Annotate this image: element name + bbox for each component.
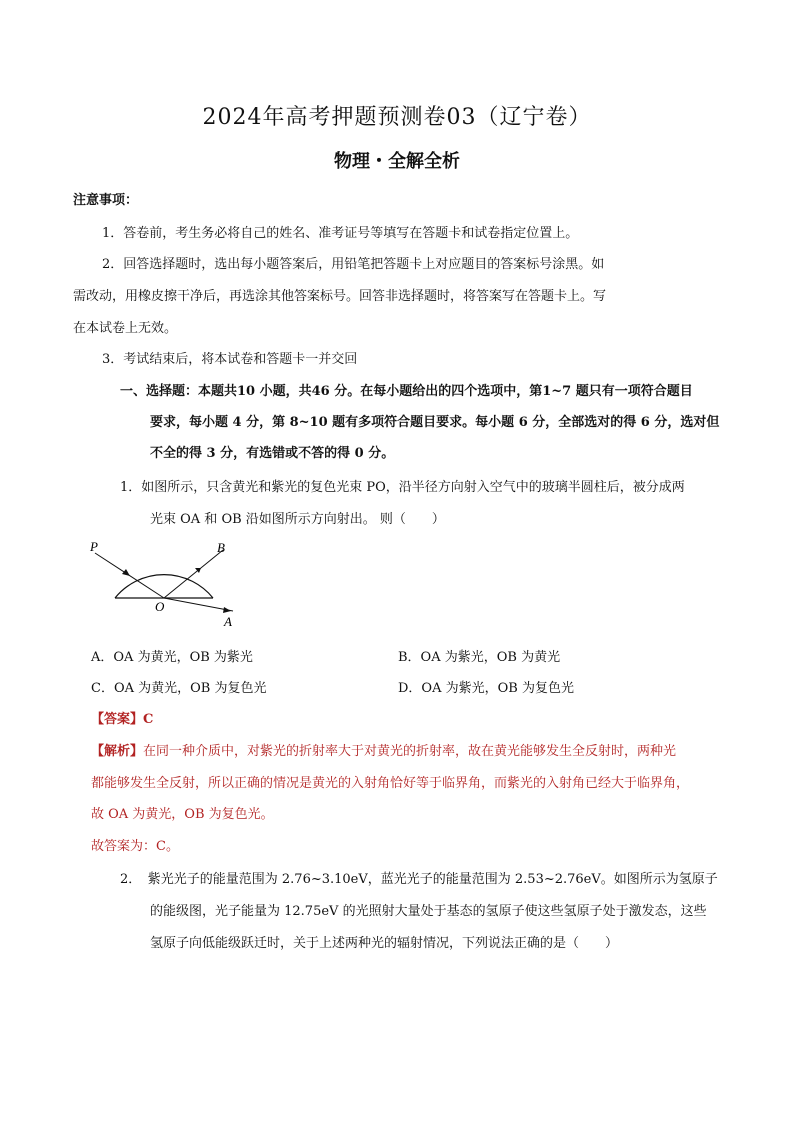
q2-stem-line-2: 的能级图，光子能量为 12.75eV 的光照射大量处于基态的氢原子使这些氢原子处于激发态，这些 — [150, 904, 707, 919]
label-o: O — [155, 599, 165, 614]
q1-option-a: A．OA 为黄光，OB 为紫光 — [91, 650, 253, 665]
notice-item-2-line-1: 2．回答选择题时，选出每小题答案后，用铅笔把答题卡上对应题目的答案标号涂黑。如 — [102, 257, 605, 272]
notice-item-2-line-2: 需改动，用橡皮擦干净后，再选涂其他答案标号。回答非选择题时，将答案写在答题卡上。写 — [73, 289, 607, 304]
q1-answer — [91, 708, 153, 727]
label-b: B — [217, 540, 225, 555]
q1-analysis-line-1 — [91, 740, 676, 759]
answer-value: C — [143, 712, 154, 727]
section-1-line-1: 一、选择题：本题共10 小题，共46 分。在每小题给出的四个选项中，第1~7 题只有一项符合题目 — [120, 384, 693, 399]
analysis-label: 【解析】 — [91, 744, 144, 759]
q2-stem-line-1: 2． 紫光光子的能量范围为 2.76~3.10eV，蓝光光子的能量范围为 2.53~2.76eV。如图所示为氢原子 — [120, 872, 718, 887]
ray-po-arrow — [122, 569, 130, 576]
q1-stem-line-2: 光束 OA 和 OB 沿如图所示方向射出。 则（ ） — [150, 512, 445, 527]
q1-stem-line-1: 1．如图所示，只含黄光和紫光的复色光束 PO，沿半径方向射入空气中的玻璃半圆柱后，被分成两 — [120, 480, 685, 495]
page-subtitle: 物理・全解全析 — [334, 151, 460, 172]
notice-heading: 注意事项： — [73, 193, 139, 208]
q1-analysis-line-3: 故 OA 为黄光，OB 为复色光。 — [91, 807, 274, 822]
q2-stem-line-3: 氢原子向低能级跃迁时，关于上述两种光的辐射情况，下列说法正确的是（ ） — [150, 936, 619, 951]
analysis-text-1: 在同一种介质中，对紫光的折射率大于对黄光的折射率，故在黄光能够发生全反射时，两种光 — [143, 744, 677, 759]
notice-item-2-line-3: 在本试卷上无效。 — [73, 321, 178, 336]
q1-option-c: C．OA 为黄光，OB 为复色光 — [91, 681, 267, 696]
semicircle-arc — [115, 575, 213, 598]
section-1-line-3: 不全的得 3 分，有选错或不答的得 0 分。 — [150, 446, 395, 461]
q1-figure — [85, 536, 255, 631]
q1-analysis-line-2: 都能够发生全反射，所以正确的情况是黄光的入射角恰好等于临界角，而紫光的入射角已经大于临界角， — [91, 776, 690, 791]
q1-conclusion: 故答案为：C。 — [91, 839, 179, 854]
page-title: 2024年高考押题预测卷03（辽宁卷） — [202, 105, 592, 130]
q1-option-d: D．OA 为紫光，OB 为复色光 — [398, 681, 574, 696]
notice-item-3: 3．考试结束后，将本试卷和答题卡一并交回 — [102, 352, 358, 367]
ray-ob — [164, 550, 223, 598]
section-1-line-2: 要求，每小题 4 分，第 8~10 题有多项符合题目要求。每小题 6 分，全部选对的得 6 分，选对但 — [150, 415, 720, 430]
ray-oa — [164, 598, 233, 611]
label-p: P — [90, 539, 98, 554]
answer-label: 【答案】 — [91, 712, 144, 727]
q1-option-b: B．OA 为紫光，OB 为黄光 — [398, 650, 561, 665]
notice-item-1: 1．答卷前，考生务必将自己的姓名、准考证号等填写在答题卡和试卷指定位置上。 — [102, 226, 579, 241]
label-a: A — [224, 614, 232, 629]
